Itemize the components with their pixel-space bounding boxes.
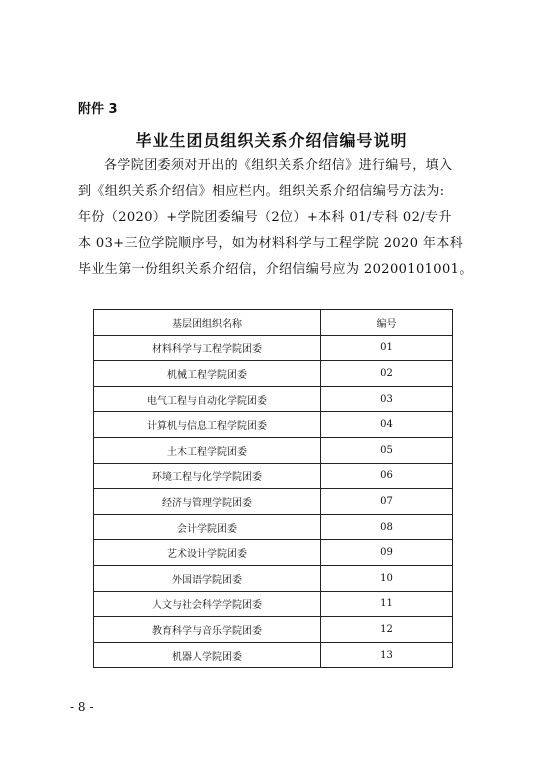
org-name-cell: 机器人学院团委 bbox=[94, 642, 321, 668]
org-name-cell: 环境工程与化学学院团委 bbox=[94, 463, 321, 489]
column-header-number: 编号 bbox=[321, 310, 453, 336]
org-name-cell: 会计学院团委 bbox=[94, 514, 321, 540]
org-number-cell: 10 bbox=[321, 565, 453, 591]
paragraph-line: 年份（2020）+学院团委编号（2位）+本科 01/专科 02/专升 bbox=[78, 210, 452, 225]
org-number-table bbox=[93, 309, 453, 668]
instruction-paragraph bbox=[78, 153, 480, 283]
table-row bbox=[94, 335, 453, 361]
table-row bbox=[94, 412, 453, 438]
table-row bbox=[94, 489, 453, 515]
org-name-cell: 人文与社会科学学院团委 bbox=[94, 591, 321, 617]
attachment-label: 附件 3 bbox=[78, 102, 118, 117]
page-number: - 8 - bbox=[70, 700, 94, 714]
org-number-cell: 13 bbox=[321, 642, 453, 668]
paragraph-line: 各学院团委须对开出的《组织关系介绍信》进行编号，填入 bbox=[104, 158, 453, 173]
table-row bbox=[94, 540, 453, 566]
org-name-cell: 艺术设计学院团委 bbox=[94, 540, 321, 566]
org-number-cell: 08 bbox=[321, 514, 453, 540]
org-number-cell: 12 bbox=[321, 617, 453, 643]
table-row bbox=[94, 361, 453, 387]
org-number-cell: 09 bbox=[321, 540, 453, 566]
org-name-cell: 土木工程学院团委 bbox=[94, 437, 321, 463]
paragraph-line: 到《组织关系介绍信》相应栏内。组织关系介绍信编号方法为: bbox=[78, 184, 445, 199]
table-row bbox=[94, 437, 453, 463]
org-number-cell: 11 bbox=[321, 591, 453, 617]
org-number-cell: 04 bbox=[321, 412, 453, 438]
org-number-cell: 05 bbox=[321, 437, 453, 463]
table-row bbox=[94, 591, 453, 617]
table-row bbox=[94, 514, 453, 540]
org-number-cell: 03 bbox=[321, 386, 453, 412]
table-row bbox=[94, 463, 453, 489]
org-name-cell: 外国语学院团委 bbox=[94, 565, 321, 591]
org-number-cell: 01 bbox=[321, 335, 453, 361]
paragraph-line: 本 03+三位学院顺序号，如为材料科学与工程学院 2020 年本科 bbox=[78, 236, 464, 251]
document-title: 毕业生团员组织关系介绍信编号说明 bbox=[135, 131, 408, 150]
org-name-cell: 经济与管理学院团委 bbox=[94, 489, 321, 515]
column-header-org-name: 基层团组织名称 bbox=[94, 310, 321, 336]
org-name-cell: 计算机与信息工程学院团委 bbox=[94, 412, 321, 438]
org-number-cell: 06 bbox=[321, 463, 453, 489]
org-name-cell: 教育科学与音乐学院团委 bbox=[94, 617, 321, 643]
org-number-cell: 07 bbox=[321, 489, 453, 515]
table-header-row bbox=[94, 310, 453, 336]
org-name-cell: 材料科学与工程学院团委 bbox=[94, 335, 321, 361]
table-row bbox=[94, 642, 453, 668]
table-row bbox=[94, 386, 453, 412]
org-name-cell: 机械工程学院团委 bbox=[94, 361, 321, 387]
table-row bbox=[94, 617, 453, 643]
org-number-cell: 02 bbox=[321, 361, 453, 387]
table-row bbox=[94, 565, 453, 591]
org-name-cell: 电气工程与自动化学院团委 bbox=[94, 386, 321, 412]
paragraph-line: 毕业生第一份组织关系介绍信，介绍信编号应为 20200101001。 bbox=[78, 262, 473, 277]
